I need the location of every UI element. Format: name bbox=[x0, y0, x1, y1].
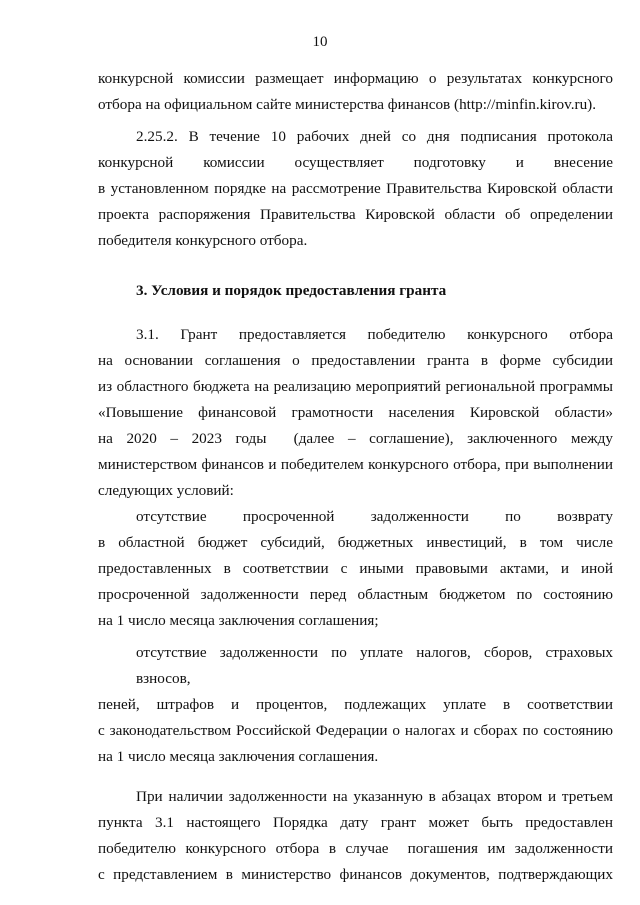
paragraph-2-25-2 bbox=[98, 124, 613, 254]
text-line bbox=[98, 692, 613, 718]
word: рабочих bbox=[296, 128, 350, 145]
word: дня bbox=[426, 128, 450, 145]
word: победителю bbox=[367, 326, 446, 343]
word: пеней, bbox=[98, 696, 140, 713]
paragraph-condition-taxes bbox=[98, 640, 613, 770]
text-line: победителя конкурсного отбора. bbox=[98, 232, 308, 249]
word: отбора bbox=[569, 326, 613, 343]
text-line: министерством финансов и победителем конкурсного отбора, при выполнении bbox=[98, 456, 613, 473]
word: со bbox=[401, 128, 417, 145]
word: соответствии bbox=[527, 696, 613, 713]
word: В bbox=[188, 128, 199, 145]
word: процентов, bbox=[256, 696, 328, 713]
section-heading: 3. Условия и порядок предоставления гранта bbox=[136, 282, 447, 299]
word: отсутствие bbox=[136, 508, 207, 525]
word: задолженности bbox=[370, 508, 469, 525]
paragraph-condition-debt bbox=[98, 504, 613, 634]
text-line: пункта 3.1 настоящего Порядка дату грант может быть предоставлен bbox=[98, 814, 613, 831]
word: 10 bbox=[270, 128, 286, 145]
text-line: отсутствие задолженности по уплате налогов, сборов, страховых взносов, bbox=[136, 644, 613, 687]
word: конкурсного bbox=[467, 326, 548, 343]
word: просроченной bbox=[242, 508, 335, 525]
text-line: проекта распоряжения Правительства Кировской области об определении bbox=[98, 206, 613, 223]
word: внесение bbox=[553, 154, 613, 171]
word: комиссии bbox=[203, 154, 265, 171]
word: подписания bbox=[460, 128, 537, 145]
paragraph-3-1 bbox=[98, 322, 613, 504]
paragraph-debt-repayment bbox=[98, 784, 613, 888]
text-line bbox=[98, 124, 613, 150]
word: осуществляет bbox=[294, 154, 384, 171]
text-line: на 2020 – 2023 годы (далее – соглашение), заключенного между bbox=[98, 430, 613, 447]
text-line: При наличии задолженности на указанную в абзацах втором и третьем bbox=[136, 788, 613, 805]
text-line: следующих условий: bbox=[98, 482, 234, 499]
paragraph-commission-info bbox=[98, 66, 613, 118]
word: 2.25.2. bbox=[136, 128, 178, 145]
text-line bbox=[98, 150, 613, 176]
text-line: победителю конкурсного отбора в случае погашения им задолженности bbox=[98, 840, 613, 857]
word: и bbox=[230, 696, 240, 713]
page-number: 10 bbox=[312, 34, 328, 50]
text-line: предоставленных в соответствии с иными правовыми актами, и иной bbox=[98, 560, 613, 577]
text-line: из областного бюджета на реализацию мероприятий региональной программы bbox=[98, 378, 613, 395]
word: протокола bbox=[547, 128, 613, 145]
text-line: в установленном порядке на рассмотрение Правительства Кировской области bbox=[98, 180, 613, 197]
text-line: просроченной задолженности перед областным бюджетом по состоянию bbox=[98, 586, 613, 603]
text-line: в областной бюджет субсидий, бюджетных инвестиций, в том числе bbox=[98, 534, 613, 551]
word: конкурсной bbox=[98, 154, 174, 171]
text-line: с законодательством Российской Федерации о налогах и сборах по состоянию bbox=[98, 722, 613, 739]
text-line: конкурсной комиссии размещает информацию о результатах конкурсного bbox=[98, 70, 613, 87]
text-line: на 1 число месяца заключения соглашения. bbox=[98, 748, 379, 765]
word: предоставляется bbox=[238, 326, 346, 343]
text-line: с представлением в министерство финансов документов, подтверждающих bbox=[98, 866, 613, 883]
word: 3.1. bbox=[136, 326, 159, 343]
word: в bbox=[503, 696, 511, 713]
document-body bbox=[98, 66, 613, 888]
word: по bbox=[505, 508, 521, 525]
word: дней bbox=[360, 128, 391, 145]
text-line bbox=[98, 504, 613, 530]
word: уплате bbox=[443, 696, 487, 713]
text-line: «Повышение финансовой грамотности населения Кировской области» bbox=[98, 404, 613, 421]
text-line: на 1 число месяца заключения соглашения; bbox=[98, 612, 379, 629]
word: подготовку bbox=[413, 154, 486, 171]
word: подлежащих bbox=[344, 696, 427, 713]
text-line: отбора на официальном сайте министерства финансов (http://minfin.kirov.ru). bbox=[98, 96, 597, 113]
word: возврату bbox=[557, 508, 613, 525]
word: штрафов bbox=[156, 696, 215, 713]
word: Грант bbox=[180, 326, 218, 343]
word: течение bbox=[209, 128, 260, 145]
word: и bbox=[515, 154, 524, 171]
text-line: на основании соглашения о предоставлении гранта в форме субсидии bbox=[98, 352, 613, 369]
text-line bbox=[98, 322, 613, 348]
